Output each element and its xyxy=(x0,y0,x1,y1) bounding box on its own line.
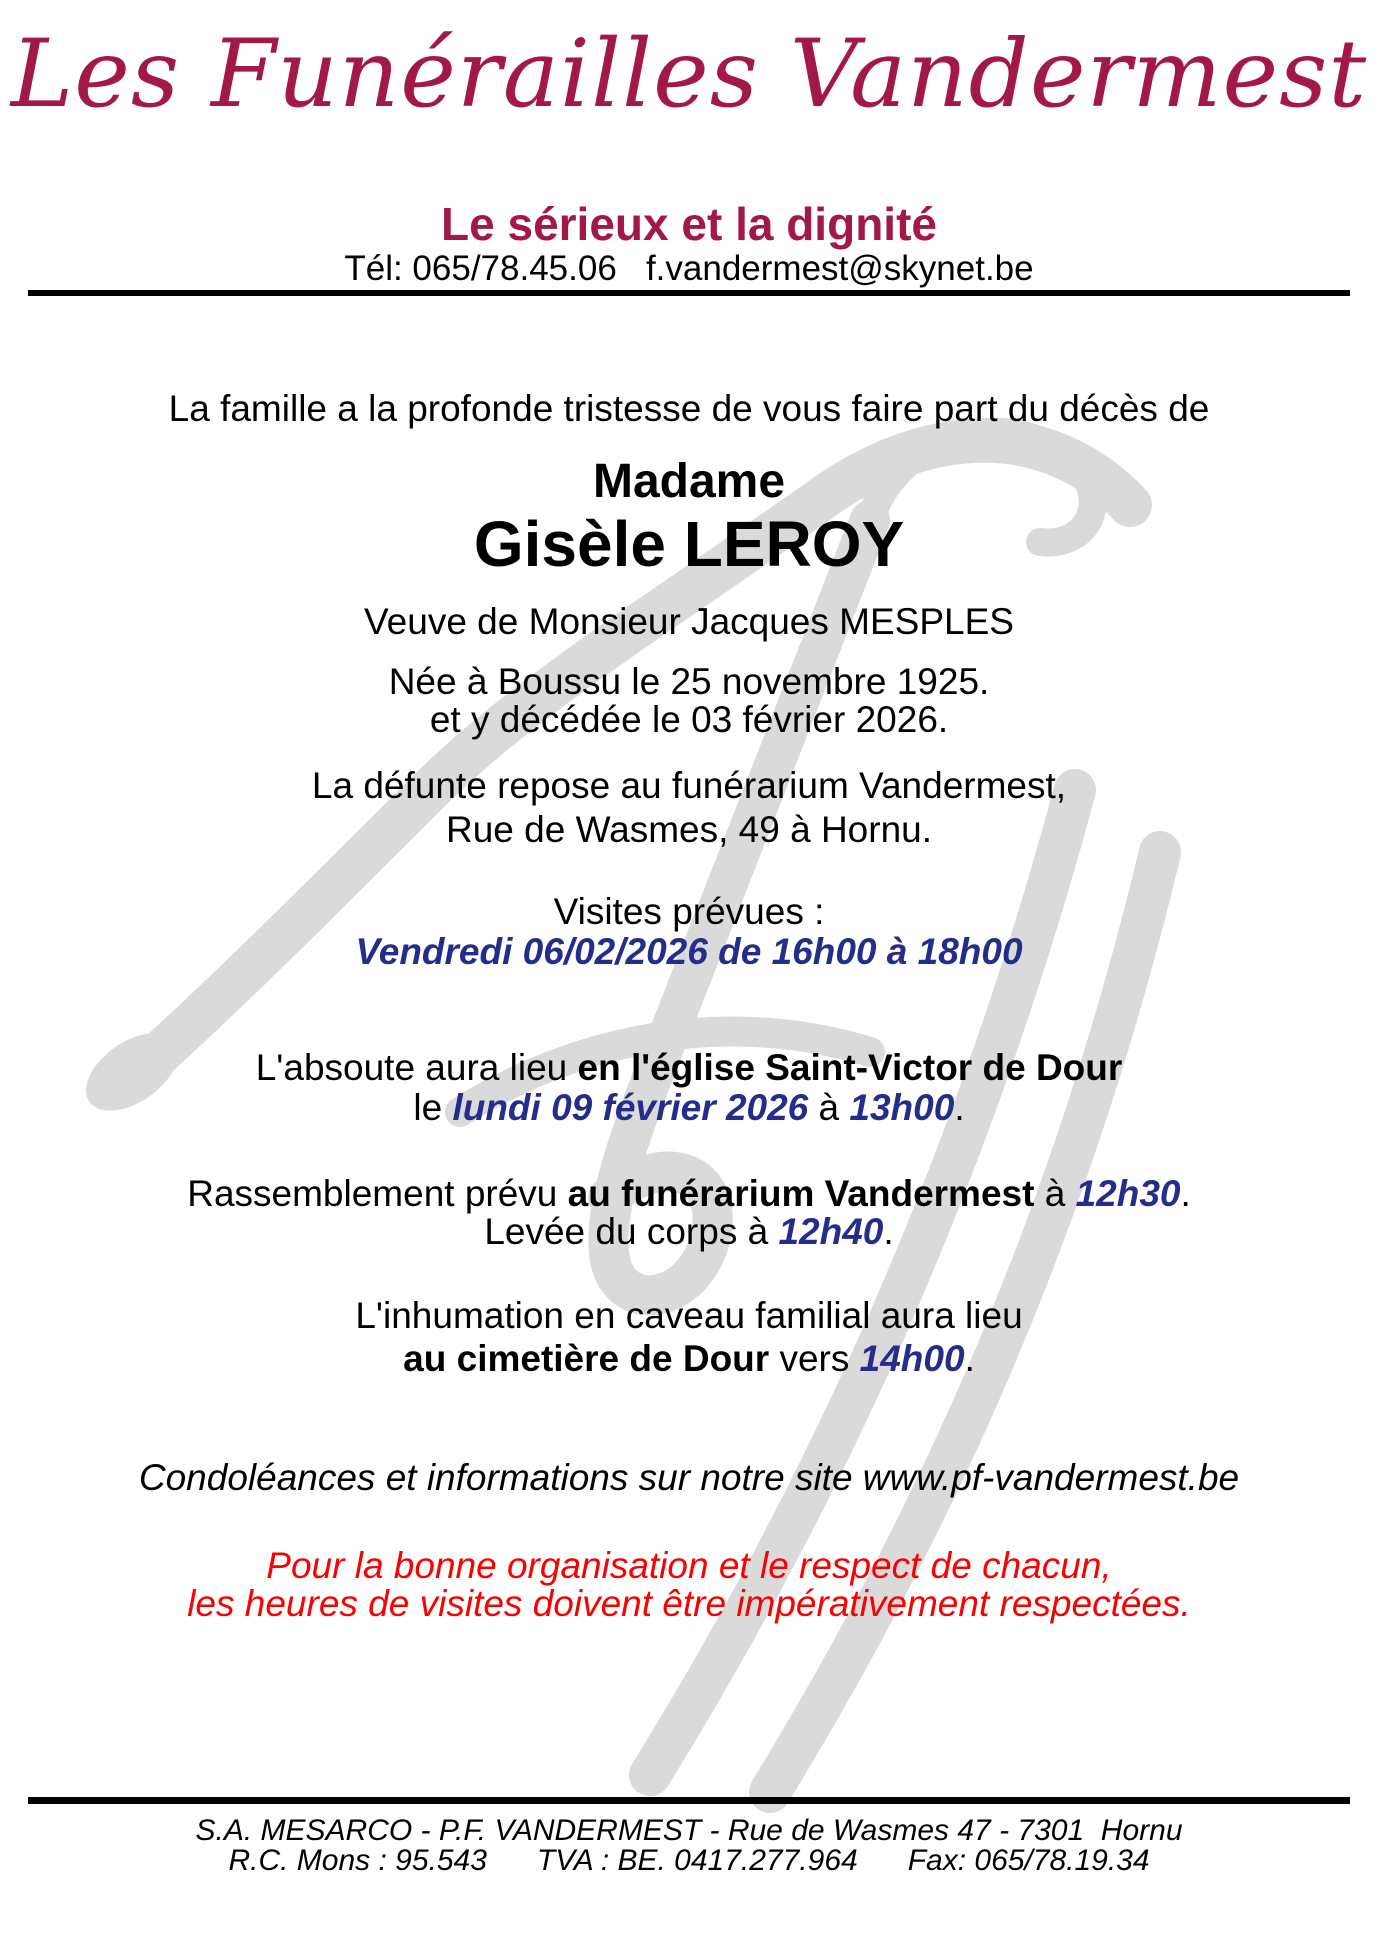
absoute-line-2 xyxy=(0,1085,1378,1131)
visits-schedule: Vendredi 06/02/2026 de 16h00 à 18h00 xyxy=(355,931,1023,972)
absoute-time: 13h00 xyxy=(849,1087,955,1128)
birth-line: Née à Boussu le 25 novembre 1925. xyxy=(388,661,990,702)
gathering-time: 12h30 xyxy=(1075,1173,1181,1214)
notice-line-2: les heures de visites doivent être impérativement respectées. xyxy=(187,1583,1191,1624)
footer-registration-line: R.C. Mons : 95.543 TVA : BE. 0417.277.964 Fax: 065/78.19.34 xyxy=(228,1844,1150,1877)
gathering-mid: à xyxy=(1034,1173,1076,1214)
absoute-period: . xyxy=(954,1087,965,1128)
absoute-date: lundi 09 février 2026 xyxy=(452,1087,809,1128)
deceased-honorific: Madame xyxy=(592,455,786,508)
repose-line-2: Rue de Wasmes, 49 à Hornu. xyxy=(445,809,933,850)
burial-period: . xyxy=(964,1338,975,1379)
burial-mid: vers xyxy=(769,1338,860,1379)
footer-company-line: S.A. MESARCO - P.F. VANDERMEST - Rue de Wasmes 47 - 7301 Hornu xyxy=(195,1814,1183,1847)
absoute-pre: le xyxy=(413,1087,453,1128)
widow-of-line: Veuve de Monsieur Jacques MESPLES xyxy=(364,601,1014,642)
visits-label: Visites prévues : xyxy=(553,891,825,932)
gathering-period: . xyxy=(1180,1173,1191,1214)
deceased-name: Gisèle LEROY xyxy=(473,508,905,580)
condolences-line: Condoléances et informations sur notre site www.pf-vandermest.be xyxy=(138,1457,1240,1498)
levee-regular: Levée du corps à xyxy=(484,1211,779,1252)
repose-line-1: La défunte repose au funérarium Vandermest, xyxy=(311,765,1067,806)
gathering-line-2 xyxy=(0,1209,1378,1255)
burial-line-1: L'inhumation en caveau familial aura lieu xyxy=(355,1295,1023,1336)
header-divider xyxy=(28,290,1350,296)
burial-line-2 xyxy=(0,1336,1378,1382)
absoute-church: en l'église Saint-Victor de Dour xyxy=(577,1047,1123,1088)
absoute-mid: à xyxy=(808,1087,850,1128)
company-title: Les Funérailles Vandermest xyxy=(10,20,1368,129)
levee-time: 12h40 xyxy=(778,1211,884,1252)
burial-cemetery: au cimetière de Dour xyxy=(403,1338,770,1379)
levee-period: . xyxy=(883,1211,894,1252)
death-line: et y décédée le 03 février 2026. xyxy=(429,699,949,740)
absoute-regular: L'absoute aura lieu xyxy=(255,1047,578,1088)
gathering-place: au funérarium Vandermest xyxy=(567,1173,1035,1214)
company-tagline: Le sérieux et la dignité xyxy=(441,198,937,250)
gathering-regular: Rassemblement prévu xyxy=(187,1173,568,1214)
notice-line-1: Pour la bonne organisation et le respect de chacun, xyxy=(266,1545,1112,1586)
announcement-intro: La famille a la profonde tristesse de vous faire part du décès de xyxy=(168,388,1210,429)
footer-divider xyxy=(28,1797,1350,1804)
company-contact: Tél: 065/78.45.06 f.vandermest@skynet.be xyxy=(344,249,1034,288)
burial-time: 14h00 xyxy=(859,1338,965,1379)
